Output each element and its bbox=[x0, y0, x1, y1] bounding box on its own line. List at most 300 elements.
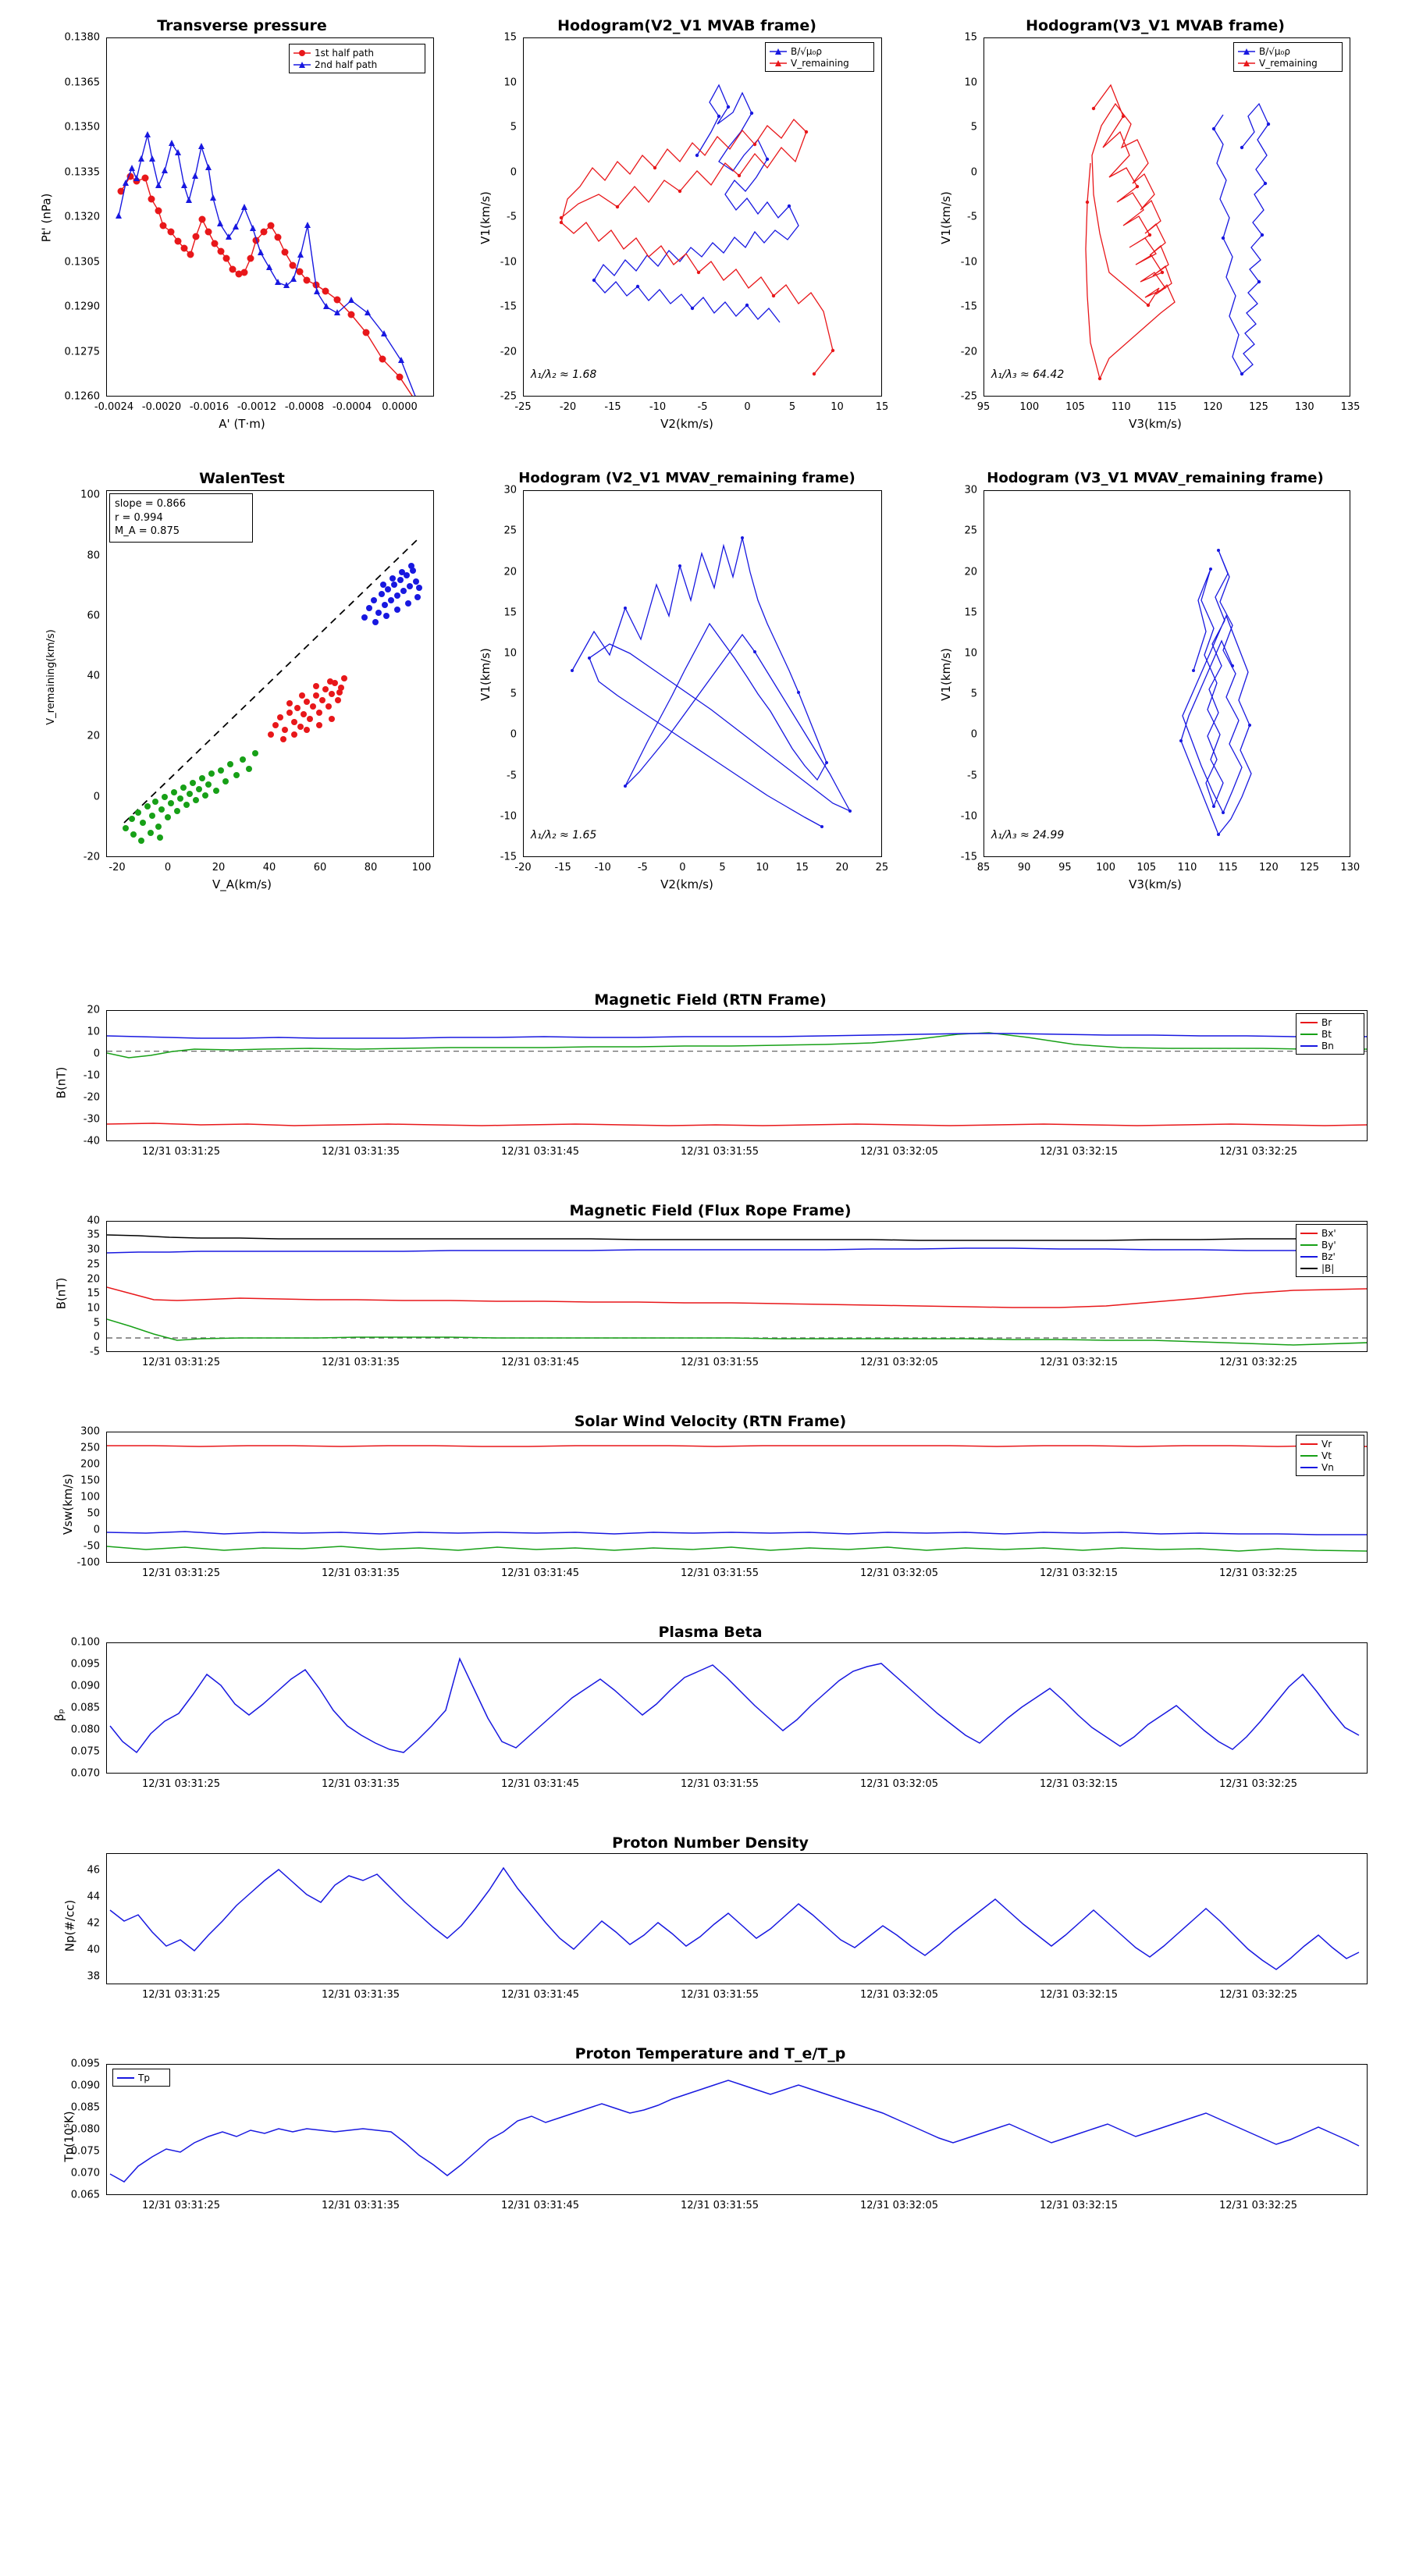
y-axis-label: Np(#/cc) bbox=[62, 1899, 77, 1952]
plot-area bbox=[106, 1853, 1368, 1984]
y-tick: 40 bbox=[87, 670, 100, 682]
panel-title: Hodogram(V2_V1 MVAB frame) bbox=[557, 17, 816, 34]
y-tick: 10 bbox=[964, 76, 977, 88]
y-axis-label: V1(km/s) bbox=[938, 191, 953, 244]
y-tick: -5 bbox=[90, 1346, 100, 1358]
time-tick: 12/31 03:31:25 bbox=[142, 1567, 220, 1579]
beta-plot bbox=[107, 1643, 1368, 1774]
y-tick: 0.095 bbox=[70, 2058, 100, 2070]
walen-test-plot bbox=[107, 491, 434, 857]
y-tick: 0.085 bbox=[70, 2101, 100, 2114]
x-tick: 95 bbox=[976, 401, 991, 413]
x-tick: 15 bbox=[795, 862, 809, 873]
x-tick: -0.0024 bbox=[94, 401, 134, 413]
y-tick: 44 bbox=[87, 1891, 100, 1903]
line-swatch-icon bbox=[1300, 1256, 1318, 1258]
legend-temperature bbox=[112, 2069, 170, 2087]
time-tick: 12/31 03:32:15 bbox=[1040, 1567, 1118, 1579]
y-tick: -25 bbox=[500, 390, 517, 403]
legend-item bbox=[1238, 45, 1338, 57]
legend-item bbox=[1300, 1251, 1363, 1262]
time-tick: 12/31 03:31:45 bbox=[501, 1567, 579, 1579]
x-tick: -0.0020 bbox=[141, 401, 182, 413]
panel-title: WalenTest bbox=[199, 470, 285, 487]
temperature-plot bbox=[107, 2065, 1368, 2195]
eigenvalue-ratio-annotation: λ₁/λ₃ ≈ 64.42 bbox=[991, 368, 1065, 381]
y-tick: 25 bbox=[503, 525, 517, 537]
legend-label: Br bbox=[1321, 1016, 1332, 1028]
x-tick: 80 bbox=[364, 862, 378, 873]
y-tick: 0.070 bbox=[70, 2167, 100, 2179]
y-tick: 100 bbox=[80, 1491, 100, 1503]
panel-title: Magnetic Field (RTN Frame) bbox=[594, 991, 827, 1009]
y-tick: 46 bbox=[87, 1864, 100, 1877]
y-tick: 20 bbox=[964, 566, 977, 578]
time-tick: 12/31 03:31:25 bbox=[142, 1989, 220, 2001]
legend-hodogram-v2v1-mvab bbox=[765, 42, 874, 72]
x-tick: 115 bbox=[1157, 401, 1177, 413]
y-tick: 0.1290 bbox=[64, 301, 100, 313]
legend-label: Vn bbox=[1321, 1461, 1334, 1473]
time-tick: 12/31 03:32:05 bbox=[860, 1778, 938, 1790]
x-tick: 100 bbox=[411, 862, 432, 873]
panel-hodogram-v2v1-mvab bbox=[468, 16, 905, 437]
y-tick: 0.080 bbox=[70, 2123, 100, 2136]
legend-label: V_remaining bbox=[1259, 57, 1318, 69]
legend-item bbox=[770, 45, 870, 57]
time-tick: 12/31 03:32:05 bbox=[860, 1989, 938, 2001]
time-tick: 12/31 03:31:55 bbox=[681, 1567, 759, 1579]
y-axis-label: Tp(10⁵K) bbox=[62, 2111, 76, 2162]
time-tick: 12/31 03:31:25 bbox=[142, 1357, 220, 1368]
legend-vsw bbox=[1296, 1435, 1364, 1476]
line-swatch-icon bbox=[1300, 1467, 1318, 1468]
panel-hodogram-v2v1-mvav bbox=[468, 468, 905, 906]
legend-item bbox=[293, 59, 421, 70]
y-tick: -10 bbox=[500, 810, 517, 823]
time-tick: 12/31 03:31:45 bbox=[501, 1146, 579, 1158]
x-tick: 120 bbox=[1203, 401, 1223, 413]
hodogram-v3v1-mvab-plot bbox=[984, 38, 1350, 397]
plot-area bbox=[984, 37, 1350, 397]
y-tick: -100 bbox=[76, 1557, 100, 1569]
y-tick: 80 bbox=[87, 550, 100, 561]
y-tick: 0 bbox=[970, 166, 977, 178]
y-axis-label: Vsw(km/s) bbox=[61, 1473, 76, 1535]
y-tick: 0.070 bbox=[70, 1767, 100, 1780]
y-tick: 5 bbox=[510, 121, 517, 133]
y-tick: -10 bbox=[500, 256, 517, 268]
line-swatch-icon bbox=[1300, 1268, 1318, 1269]
y-tick: 10 bbox=[87, 1302, 100, 1315]
plot-area bbox=[106, 1432, 1368, 1563]
time-tick: 12/31 03:31:25 bbox=[142, 1146, 220, 1158]
plot-area bbox=[984, 490, 1350, 857]
x-tick: -0.0012 bbox=[237, 401, 277, 413]
x-tick: 125 bbox=[1300, 862, 1320, 873]
y-tick: -10 bbox=[960, 256, 977, 268]
panel-plasma-beta bbox=[31, 1624, 1389, 1803]
line-swatch-icon bbox=[1300, 1034, 1318, 1035]
line-marker-icon bbox=[1238, 59, 1255, 67]
panel-proton-temperature bbox=[31, 2045, 1389, 2233]
panel-proton-number-density bbox=[31, 1834, 1389, 2014]
time-tick: 12/31 03:31:45 bbox=[501, 2200, 579, 2211]
y-tick: 150 bbox=[80, 1475, 100, 1487]
y-tick: 0.1365 bbox=[64, 76, 100, 88]
plot-area bbox=[106, 37, 434, 397]
mag-fr-plot bbox=[107, 1222, 1368, 1352]
x-tick: 25 bbox=[875, 862, 889, 873]
legend-item bbox=[117, 2072, 165, 2083]
legend-label: Bz' bbox=[1321, 1251, 1336, 1262]
x-tick: 90 bbox=[1017, 862, 1031, 873]
vsw-plot bbox=[107, 1432, 1368, 1563]
time-tick: 12/31 03:32:25 bbox=[1219, 1567, 1297, 1579]
y-tick: 10 bbox=[503, 647, 517, 660]
stat-slope: slope = 0.866 bbox=[115, 498, 186, 510]
time-tick: 12/31 03:31:45 bbox=[501, 1989, 579, 2001]
time-tick: 12/31 03:31:35 bbox=[322, 1989, 400, 2001]
legend-item bbox=[770, 57, 870, 69]
legend-item bbox=[1300, 1450, 1360, 1461]
y-tick: 30 bbox=[964, 484, 977, 496]
stat-ma: M_A = 0.875 bbox=[115, 525, 180, 538]
y-tick: 40 bbox=[87, 1944, 100, 1956]
panel-title: Hodogram (V3_V1 MVAV_remaining frame) bbox=[987, 470, 1324, 486]
x-axis-label: V3(km/s) bbox=[1129, 417, 1182, 431]
x-tick: 110 bbox=[1111, 401, 1131, 413]
y-tick: 0.080 bbox=[70, 1724, 100, 1736]
x-tick: 20 bbox=[835, 862, 849, 873]
legend-label: Bx' bbox=[1321, 1227, 1336, 1239]
x-tick: -5 bbox=[697, 401, 708, 413]
legend-label: Bn bbox=[1321, 1040, 1334, 1051]
line-swatch-icon bbox=[1300, 1244, 1318, 1246]
y-tick: 0.075 bbox=[70, 1745, 100, 1758]
x-tick: 105 bbox=[1065, 401, 1085, 413]
legend-mag-rtn bbox=[1296, 1013, 1364, 1055]
density-plot bbox=[107, 1854, 1368, 1984]
eigenvalue-ratio-annotation: λ₁/λ₃ ≈ 24.99 bbox=[991, 829, 1065, 841]
panel-title: Proton Number Density bbox=[612, 1834, 809, 1852]
y-tick: -15 bbox=[960, 851, 977, 863]
y-tick: -15 bbox=[960, 301, 977, 313]
legend-item bbox=[1300, 1262, 1363, 1274]
time-tick: 12/31 03:32:05 bbox=[860, 2200, 938, 2211]
y-tick: 10 bbox=[964, 647, 977, 660]
panel-magnetic-field-flux-rope bbox=[31, 1202, 1389, 1382]
walen-stats-box bbox=[109, 493, 253, 543]
circle-marker-icon bbox=[293, 49, 311, 57]
time-tick: 12/31 03:31:55 bbox=[681, 1778, 759, 1790]
y-tick: 0.075 bbox=[70, 2145, 100, 2158]
y-tick: 5 bbox=[93, 1317, 100, 1329]
panel-title: Magnetic Field (Flux Rope Frame) bbox=[569, 1202, 852, 1219]
panel-title: Proton Temperature and T_e/T_p bbox=[574, 2045, 846, 2062]
legend-item bbox=[1300, 1227, 1363, 1239]
time-tick: 12/31 03:32:15 bbox=[1040, 2200, 1118, 2211]
y-tick: 0 bbox=[510, 728, 517, 741]
y-tick: 0.100 bbox=[70, 1636, 100, 1649]
y-tick: 10 bbox=[503, 76, 517, 88]
time-tick: 12/31 03:31:35 bbox=[322, 1567, 400, 1579]
y-tick: 15 bbox=[503, 607, 517, 619]
y-tick: 20 bbox=[87, 730, 100, 742]
x-tick: 130 bbox=[1294, 401, 1314, 413]
x-tick: -10 bbox=[649, 401, 667, 413]
y-tick: 0 bbox=[93, 1331, 100, 1343]
x-tick: 0 bbox=[679, 862, 686, 873]
x-tick: 110 bbox=[1177, 862, 1197, 873]
time-tick: 12/31 03:31:55 bbox=[681, 1357, 759, 1368]
legend-item bbox=[1300, 1461, 1360, 1473]
x-tick: 40 bbox=[262, 862, 276, 873]
x-tick: 100 bbox=[1096, 862, 1116, 873]
time-tick: 12/31 03:32:15 bbox=[1040, 1357, 1118, 1368]
y-tick: 0.085 bbox=[70, 1702, 100, 1714]
y-tick: 0.1305 bbox=[64, 256, 100, 268]
y-tick: 0.1380 bbox=[64, 31, 100, 44]
y-tick: 5 bbox=[970, 688, 977, 700]
y-tick: -40 bbox=[83, 1135, 100, 1147]
y-axis-label: V1(km/s) bbox=[938, 648, 953, 701]
x-tick: -0.0008 bbox=[284, 401, 325, 413]
y-tick: 15 bbox=[964, 607, 977, 619]
line-swatch-icon bbox=[1300, 1045, 1318, 1047]
line-marker-icon bbox=[1238, 48, 1255, 55]
y-tick: 15 bbox=[87, 1287, 100, 1300]
legend-item bbox=[1300, 1040, 1360, 1051]
eigenvalue-ratio-annotation: λ₁/λ₂ ≈ 1.65 bbox=[531, 829, 597, 841]
time-tick: 12/31 03:31:35 bbox=[322, 1146, 400, 1158]
y-tick: 20 bbox=[87, 1004, 100, 1016]
time-tick: 12/31 03:31:35 bbox=[322, 2200, 400, 2211]
time-tick: 12/31 03:31:55 bbox=[681, 1989, 759, 2001]
legend-label: By' bbox=[1321, 1239, 1336, 1251]
y-tick: 0 bbox=[93, 791, 100, 803]
x-axis-label: V2(km/s) bbox=[660, 417, 713, 431]
time-tick: 12/31 03:31:35 bbox=[322, 1357, 400, 1368]
time-tick: 12/31 03:32:15 bbox=[1040, 1989, 1118, 2001]
time-tick: 12/31 03:31:45 bbox=[501, 1778, 579, 1790]
x-tick: 60 bbox=[313, 862, 327, 873]
y-tick: -5 bbox=[507, 770, 517, 782]
panel-magnetic-field-rtn bbox=[31, 991, 1389, 1171]
y-axis-label: V1(km/s) bbox=[478, 648, 493, 701]
time-tick: 12/31 03:31:55 bbox=[681, 2200, 759, 2211]
legend-label: Bt bbox=[1321, 1028, 1332, 1040]
panel-title: Transverse pressure bbox=[157, 17, 327, 34]
x-axis-label: V_A(km/s) bbox=[212, 877, 272, 891]
y-tick: 25 bbox=[964, 525, 977, 537]
y-tick: 200 bbox=[80, 1458, 100, 1471]
panel-transverse-pressure bbox=[31, 16, 453, 437]
hodogram-v2v1-mvav-plot bbox=[524, 491, 882, 857]
x-tick: 95 bbox=[1058, 862, 1072, 873]
time-tick: 12/31 03:32:15 bbox=[1040, 1778, 1118, 1790]
time-tick: 12/31 03:32:25 bbox=[1219, 1989, 1297, 2001]
y-tick: 20 bbox=[87, 1273, 100, 1285]
panel-title: Hodogram(V3_V1 MVAB frame) bbox=[1026, 17, 1285, 34]
legend-label: Tp bbox=[138, 2072, 150, 2083]
x-tick: -5 bbox=[637, 862, 648, 873]
x-tick: 0 bbox=[744, 401, 751, 413]
x-tick: 105 bbox=[1136, 862, 1157, 873]
plot-area bbox=[106, 1221, 1368, 1352]
legend-item bbox=[1300, 1016, 1360, 1028]
y-tick: 5 bbox=[970, 121, 977, 133]
panel-title: Hodogram (V2_V1 MVAV_remaining frame) bbox=[518, 470, 855, 486]
y-tick: 10 bbox=[87, 1026, 100, 1038]
x-tick: 0.0000 bbox=[382, 401, 418, 413]
time-tick: 12/31 03:32:25 bbox=[1219, 2200, 1297, 2211]
mag-rtn-plot bbox=[107, 1011, 1368, 1141]
y-tick: -15 bbox=[500, 851, 517, 863]
y-tick: -20 bbox=[500, 346, 517, 358]
y-tick: 0 bbox=[93, 1048, 100, 1060]
x-tick: -0.0016 bbox=[189, 401, 229, 413]
x-tick: 135 bbox=[1340, 401, 1361, 413]
x-tick: 15 bbox=[875, 401, 889, 413]
x-tick: -20 bbox=[108, 862, 126, 873]
time-tick: 12/31 03:31:35 bbox=[322, 1778, 400, 1790]
legend-label: 2nd half path bbox=[315, 59, 378, 70]
y-tick: -5 bbox=[967, 211, 977, 223]
y-tick: -10 bbox=[960, 810, 977, 823]
y-tick: 20 bbox=[503, 566, 517, 578]
x-tick: 5 bbox=[788, 401, 796, 413]
x-axis-label: A' (T·m) bbox=[219, 417, 265, 431]
panel-title: Solar Wind Velocity (RTN Frame) bbox=[574, 1413, 847, 1430]
y-tick: -5 bbox=[967, 770, 977, 782]
legend-item bbox=[1238, 57, 1338, 69]
y-tick: -50 bbox=[83, 1540, 100, 1553]
time-tick: 12/31 03:31:45 bbox=[501, 1357, 579, 1368]
plot-area bbox=[523, 37, 882, 397]
plot-area bbox=[106, 1642, 1368, 1774]
time-tick: 12/31 03:32:25 bbox=[1219, 1146, 1297, 1158]
legend-label: Vt bbox=[1321, 1450, 1332, 1461]
x-axis-label: V2(km/s) bbox=[660, 877, 713, 891]
y-tick: 0.095 bbox=[70, 1658, 100, 1670]
y-tick: 5 bbox=[510, 688, 517, 700]
legend-mag-fr bbox=[1296, 1224, 1368, 1277]
x-tick: -0.0004 bbox=[332, 401, 372, 413]
y-tick: -25 bbox=[960, 390, 977, 403]
y-axis-label: V_remaining(km/s) bbox=[44, 629, 57, 725]
x-tick: 10 bbox=[756, 862, 769, 873]
line-swatch-icon bbox=[1300, 1443, 1318, 1445]
y-tick: 0.090 bbox=[70, 2080, 100, 2092]
y-tick: 60 bbox=[87, 610, 100, 622]
y-tick: 0.065 bbox=[70, 2189, 100, 2201]
y-tick: 15 bbox=[503, 31, 517, 44]
line-swatch-icon bbox=[117, 2077, 134, 2079]
y-axis-label: V1(km/s) bbox=[478, 191, 493, 244]
y-tick: 100 bbox=[80, 489, 100, 501]
triangle-marker-icon bbox=[293, 61, 311, 69]
panel-hodogram-v3v1-mvav bbox=[929, 468, 1382, 906]
legend-label: 1st half path bbox=[315, 47, 375, 59]
legend-label: B/√μ₀ρ bbox=[791, 45, 822, 57]
y-tick: -10 bbox=[83, 1069, 100, 1082]
x-tick: 0 bbox=[164, 862, 172, 873]
panel-title: Plasma Beta bbox=[658, 1624, 763, 1641]
line-swatch-icon bbox=[1300, 1455, 1318, 1457]
time-tick: 12/31 03:32:05 bbox=[860, 1567, 938, 1579]
y-tick: 38 bbox=[87, 1970, 100, 1983]
y-tick: 0.1260 bbox=[64, 390, 100, 403]
legend-item bbox=[293, 47, 421, 59]
legend-hodogram-v3v1-mvab bbox=[1233, 42, 1343, 72]
x-tick: 100 bbox=[1019, 401, 1040, 413]
y-tick: 0 bbox=[970, 728, 977, 741]
y-tick: 30 bbox=[87, 1244, 100, 1256]
legend-label: B/√μ₀ρ bbox=[1259, 45, 1290, 57]
y-tick: 300 bbox=[80, 1425, 100, 1438]
x-tick: -20 bbox=[559, 401, 577, 413]
y-tick: 35 bbox=[87, 1229, 100, 1241]
y-tick: -20 bbox=[960, 346, 977, 358]
y-axis-label: Pt' (nPa) bbox=[39, 193, 54, 243]
y-tick: 0 bbox=[510, 166, 517, 178]
line-swatch-icon bbox=[1300, 1233, 1318, 1234]
y-tick: 42 bbox=[87, 1917, 100, 1930]
y-tick: 0.1320 bbox=[64, 211, 100, 223]
panel-solar-wind-velocity bbox=[31, 1413, 1389, 1592]
x-tick: -20 bbox=[514, 862, 532, 873]
plot-area bbox=[106, 1010, 1368, 1141]
time-tick: 12/31 03:31:25 bbox=[142, 1778, 220, 1790]
x-tick: -10 bbox=[594, 862, 611, 873]
x-tick: 115 bbox=[1218, 862, 1238, 873]
stat-r: r = 0.994 bbox=[115, 511, 163, 524]
y-tick: -30 bbox=[83, 1113, 100, 1126]
x-tick: 20 bbox=[212, 862, 226, 873]
time-tick: 12/31 03:32:05 bbox=[860, 1146, 938, 1158]
y-tick: 250 bbox=[80, 1442, 100, 1454]
y-tick: 15 bbox=[964, 31, 977, 44]
time-tick: 12/31 03:32:25 bbox=[1219, 1357, 1297, 1368]
x-tick: -15 bbox=[604, 401, 621, 413]
x-axis-label: V3(km/s) bbox=[1129, 877, 1182, 891]
plot-area bbox=[106, 490, 434, 857]
legend-label: Vr bbox=[1321, 1438, 1332, 1450]
y-tick: 50 bbox=[87, 1507, 100, 1520]
x-tick: 130 bbox=[1340, 862, 1361, 873]
time-tick: 12/31 03:32:25 bbox=[1219, 1778, 1297, 1790]
time-tick: 12/31 03:31:25 bbox=[142, 2200, 220, 2211]
time-tick: 12/31 03:32:15 bbox=[1040, 1146, 1118, 1158]
y-tick: 0.1350 bbox=[64, 121, 100, 133]
hodogram-v2v1-mvab-plot bbox=[524, 38, 882, 397]
legend-item bbox=[1300, 1239, 1363, 1251]
plot-area bbox=[106, 2064, 1368, 2195]
y-tick: 0 bbox=[93, 1524, 100, 1536]
line-swatch-icon bbox=[1300, 1022, 1318, 1023]
y-tick: -20 bbox=[83, 1091, 100, 1104]
plot-area bbox=[523, 490, 882, 857]
y-tick: 40 bbox=[87, 1215, 100, 1227]
panel-hodogram-v3v1-mvab bbox=[929, 16, 1382, 437]
y-tick: -15 bbox=[500, 301, 517, 313]
x-tick: -15 bbox=[554, 862, 571, 873]
y-tick: 30 bbox=[503, 484, 517, 496]
hodogram-v3v1-mvav-plot bbox=[984, 491, 1350, 857]
x-tick: 10 bbox=[831, 401, 844, 413]
x-tick: 85 bbox=[976, 862, 991, 873]
